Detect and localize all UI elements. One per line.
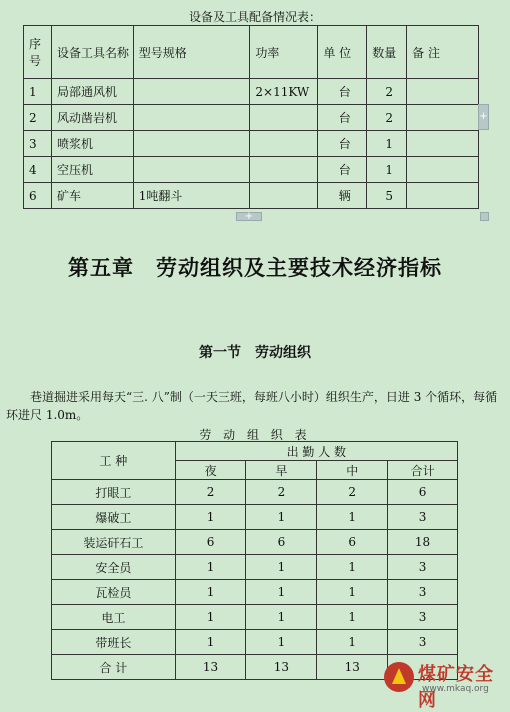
labor-table-caption: 劳 动 组 织 表 [199, 428, 311, 442]
labor-cell[interactable]: 1 [175, 580, 246, 605]
equipment-cell[interactable]: 局部通风机 [51, 79, 133, 105]
table-resize-handle-corner[interactable] [480, 212, 489, 221]
equipment-cell[interactable] [133, 131, 250, 157]
table-row [24, 79, 479, 105]
equipment-header-cell: 备 注 [407, 26, 479, 79]
equipment-cell[interactable]: 2 [367, 79, 407, 105]
equipment-header-cell: 功率 [250, 26, 318, 79]
equipment-header-cell: 单 位 [318, 26, 367, 79]
table-row [52, 480, 458, 505]
equipment-cell[interactable]: 1 [367, 157, 407, 183]
labor-cell[interactable]: 打眼工 [52, 480, 176, 505]
labor-cell[interactable]: 13 [175, 655, 246, 680]
labor-table [51, 441, 458, 680]
table-row [52, 580, 458, 605]
labor-cell[interactable]: 1 [317, 555, 388, 580]
equipment-header-cell: 序号 [24, 26, 52, 79]
labor-cell[interactable]: 3 [388, 605, 458, 630]
equipment-cell[interactable] [407, 79, 479, 105]
equipment-cell[interactable]: 2 [367, 105, 407, 131]
table-row [52, 605, 458, 630]
labor-cell[interactable]: 2 [317, 480, 388, 505]
equipment-header-cell: 设备工具名称 [51, 26, 133, 79]
equipment-header-cell: 型号规格 [133, 26, 250, 79]
labor-cell[interactable]: 合 计 [52, 655, 176, 680]
labor-cell[interactable]: 1 [246, 605, 317, 630]
labor-cell[interactable]: 电工 [52, 605, 176, 630]
labor-col-type-header: 工 种 [52, 442, 176, 480]
labor-shift-header: 夜 [175, 461, 246, 480]
equipment-cell[interactable] [133, 105, 250, 131]
equipment-cell[interactable]: 矿车 [51, 183, 133, 209]
labor-cell[interactable]: 1 [246, 505, 317, 530]
equipment-table [23, 25, 479, 209]
labor-cell[interactable]: 装运矸石工 [52, 530, 176, 555]
equipment-cell[interactable] [407, 183, 479, 209]
table-row [52, 505, 458, 530]
equipment-cell[interactable]: 5 [367, 183, 407, 209]
labor-cell[interactable]: 带班长 [52, 630, 176, 655]
labor-cell[interactable]: 6 [317, 530, 388, 555]
labor-cell[interactable]: 1 [246, 555, 317, 580]
table-row [52, 630, 458, 655]
table-row [52, 530, 458, 555]
equipment-cell[interactable]: 2×11KW [250, 79, 318, 105]
equipment-cell[interactable] [407, 105, 479, 131]
equipment-cell[interactable] [250, 183, 318, 209]
equipment-cell[interactable]: 台 [318, 131, 367, 157]
labor-cell[interactable]: 6 [246, 530, 317, 555]
equipment-cell[interactable] [407, 157, 479, 183]
table-row [52, 555, 458, 580]
labor-cell[interactable]: 爆破工 [52, 505, 176, 530]
labor-cell[interactable]: 2 [175, 480, 246, 505]
labor-cell[interactable]: 3 [388, 630, 458, 655]
labor-cell[interactable]: 18 [388, 530, 458, 555]
chapter-title: 第五章 劳动组织及主要技术经济指标 [68, 255, 442, 280]
labor-col-attendance-header: 出 勤 人 数 [175, 442, 457, 461]
equipment-cell[interactable] [250, 105, 318, 131]
labor-cell[interactable]: 6 [388, 480, 458, 505]
equipment-cell[interactable]: 台 [318, 105, 367, 131]
equipment-cell[interactable] [250, 157, 318, 183]
labor-cell[interactable]: 6 [175, 530, 246, 555]
labor-cell[interactable]: 3 [388, 580, 458, 605]
labor-cell[interactable]: 1 [175, 630, 246, 655]
mine-logo-icon [384, 662, 414, 692]
labor-cell[interactable]: 1 [317, 505, 388, 530]
watermark [384, 658, 506, 711]
labor-cell[interactable]: 1 [317, 630, 388, 655]
labor-cell[interactable]: 1 [246, 630, 317, 655]
equipment-cell[interactable]: 台 [318, 79, 367, 105]
labor-cell[interactable]: 1 [246, 580, 317, 605]
equipment-cell[interactable]: 4 [24, 157, 52, 183]
labor-shift-header: 中 [317, 461, 388, 480]
equipment-cell[interactable]: 6 [24, 183, 52, 209]
table-row [24, 183, 479, 209]
equipment-cell[interactable] [407, 131, 479, 157]
equipment-cell[interactable]: 风动凿岩机 [51, 105, 133, 131]
watermark-text: 煤矿安全网 [418, 664, 494, 711]
equipment-cell[interactable] [133, 157, 250, 183]
equipment-header-row [24, 26, 479, 79]
equipment-cell[interactable]: 辆 [318, 183, 367, 209]
table-row [24, 105, 479, 131]
labor-cell[interactable]: 3 [388, 505, 458, 530]
equipment-cell[interactable]: 台 [318, 157, 367, 183]
watermark-url: www.mkaq.org [422, 684, 489, 694]
equipment-cell[interactable] [250, 131, 318, 157]
equipment-cell[interactable]: 1吨翻斗 [133, 183, 250, 209]
equipment-cell[interactable]: 喷浆机 [51, 131, 133, 157]
labor-cell[interactable]: 2 [246, 480, 317, 505]
equipment-cell[interactable]: 1 [24, 79, 52, 105]
equipment-cell[interactable]: 空压机 [51, 157, 133, 183]
equipment-cell[interactable]: 2 [24, 105, 52, 131]
section-title: 第一节 劳动组织 [199, 345, 311, 361]
table-resize-handle-bottom[interactable]: + [236, 212, 262, 221]
equipment-caption: 设备及工具配备情况表： [188, 10, 321, 24]
equipment-header-cell: 数量 [367, 26, 407, 79]
labor-cell[interactable]: 3 [388, 555, 458, 580]
labor-cell[interactable]: 1 [175, 605, 246, 630]
equipment-cell[interactable]: 1 [367, 131, 407, 157]
labor-cell[interactable]: 1 [175, 555, 246, 580]
labor-cell[interactable]: 1 [317, 580, 388, 605]
labor-shift-header: 合计 [388, 461, 458, 480]
table-resize-handle-right[interactable]: + [478, 104, 489, 130]
labor-cell[interactable]: 13 [246, 655, 317, 680]
equipment-cell[interactable] [133, 79, 250, 105]
labor-cell[interactable]: 瓦检员 [52, 580, 176, 605]
labor-cell[interactable]: 安全员 [52, 555, 176, 580]
table-row [24, 131, 479, 157]
equipment-cell[interactable]: 3 [24, 131, 52, 157]
labor-shift-header: 早 [246, 461, 317, 480]
labor-cell[interactable]: 13 [317, 655, 388, 680]
table-row [24, 157, 479, 183]
body-paragraph: 巷道掘进采用每天“三. 八”制（一天三班，每班八小时）组织生产，日进 3 个循环，每循环进尺 1.0m。 [6, 390, 498, 422]
labor-cell[interactable]: 1 [175, 505, 246, 530]
labor-cell[interactable]: 1 [317, 605, 388, 630]
